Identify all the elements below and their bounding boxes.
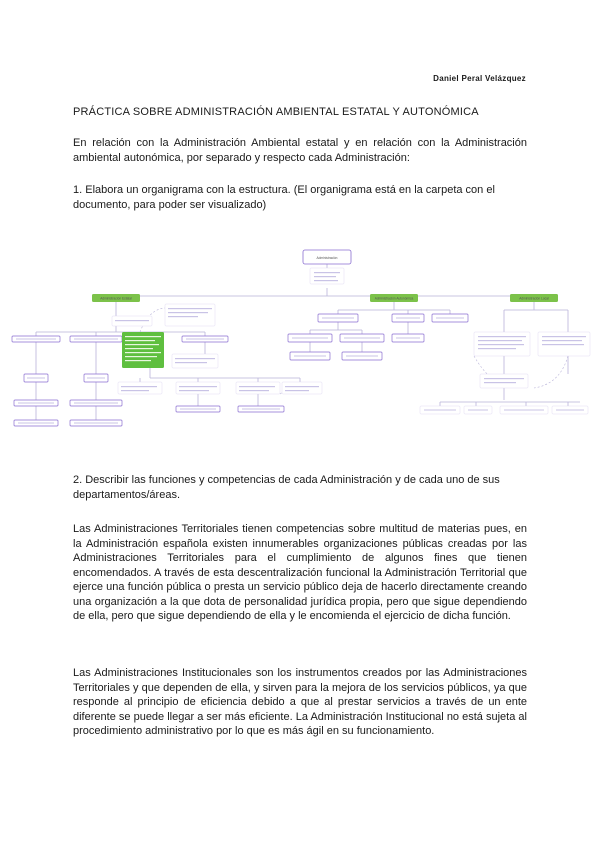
question-2: 2. Describir las funciones y competencias de cada Administración y de cada uno de sus departamentos/áreas. xyxy=(73,474,500,501)
autonomic-nodes xyxy=(288,314,468,360)
question-1: 1. Elabora un organigrama con la estructura. (El organigrama está en la carpeta con el documento, para poder ser visualizado) xyxy=(73,184,495,211)
state-branch-node xyxy=(92,294,140,302)
state-branch-label: Administración Estatal xyxy=(100,296,132,301)
autonomic-branch-label: Administración Autonómica xyxy=(374,296,414,301)
intro-paragraph: En relación con la Administración Ambiental estatal y en relación con la Administración ambiental autonómica, por separado y respecto cada Administración: xyxy=(73,137,527,164)
paragraph-administraciones-institucionales: Las Administraciones Institucionales son los instrumentos creados por las Administraciones Territoriales y que dependen de ella, y sirven para la mejora de los servicios públicos, ya que responde al principio de eficiencia debido a que al prestar servicios a través de un ente diferente se puede llegar a ser más eficiente. La Administración Institucional no está sujeta al procedimiento administrativo por lo que es más ágil en su funcionamiento. xyxy=(73,667,527,737)
paragraph-administraciones-territoriales: Las Administraciones Territoriales tienen competencias sobre multitud de materias pues, en la Administración española existen innumerables organizaciones públicas creadas por las Administraciones Territoriales para el cumplimiento de algunos fines que tienen encomendados. A través de esta descentralización funcional la Administración Territorial que ejerce una función pública o presta un servicio público deja de hacerlo directamente creando una organización a la que dota de personalidad jurídica propia, pero que sigue dependiendo de ella, pero que sigue dependiendo de ella y le encomienda el ejercicio de dicha función. xyxy=(73,523,527,622)
document-title: PRÁCTICA SOBRE ADMINISTRACIÓN AMBIENTAL ESTATAL Y AUTONÓMICA xyxy=(73,106,479,118)
local-branch-label: Administración Local xyxy=(519,296,549,301)
state-level3-nodes xyxy=(14,374,284,426)
local-branch-node xyxy=(510,294,558,302)
highlight-node xyxy=(122,332,164,368)
root-node-label: Administración xyxy=(316,256,338,260)
org-chart xyxy=(0,244,600,440)
author-name: Daniel Peral Velázquez xyxy=(433,74,526,83)
note-boxes xyxy=(112,304,215,326)
autonomic-branch-node xyxy=(370,294,418,302)
